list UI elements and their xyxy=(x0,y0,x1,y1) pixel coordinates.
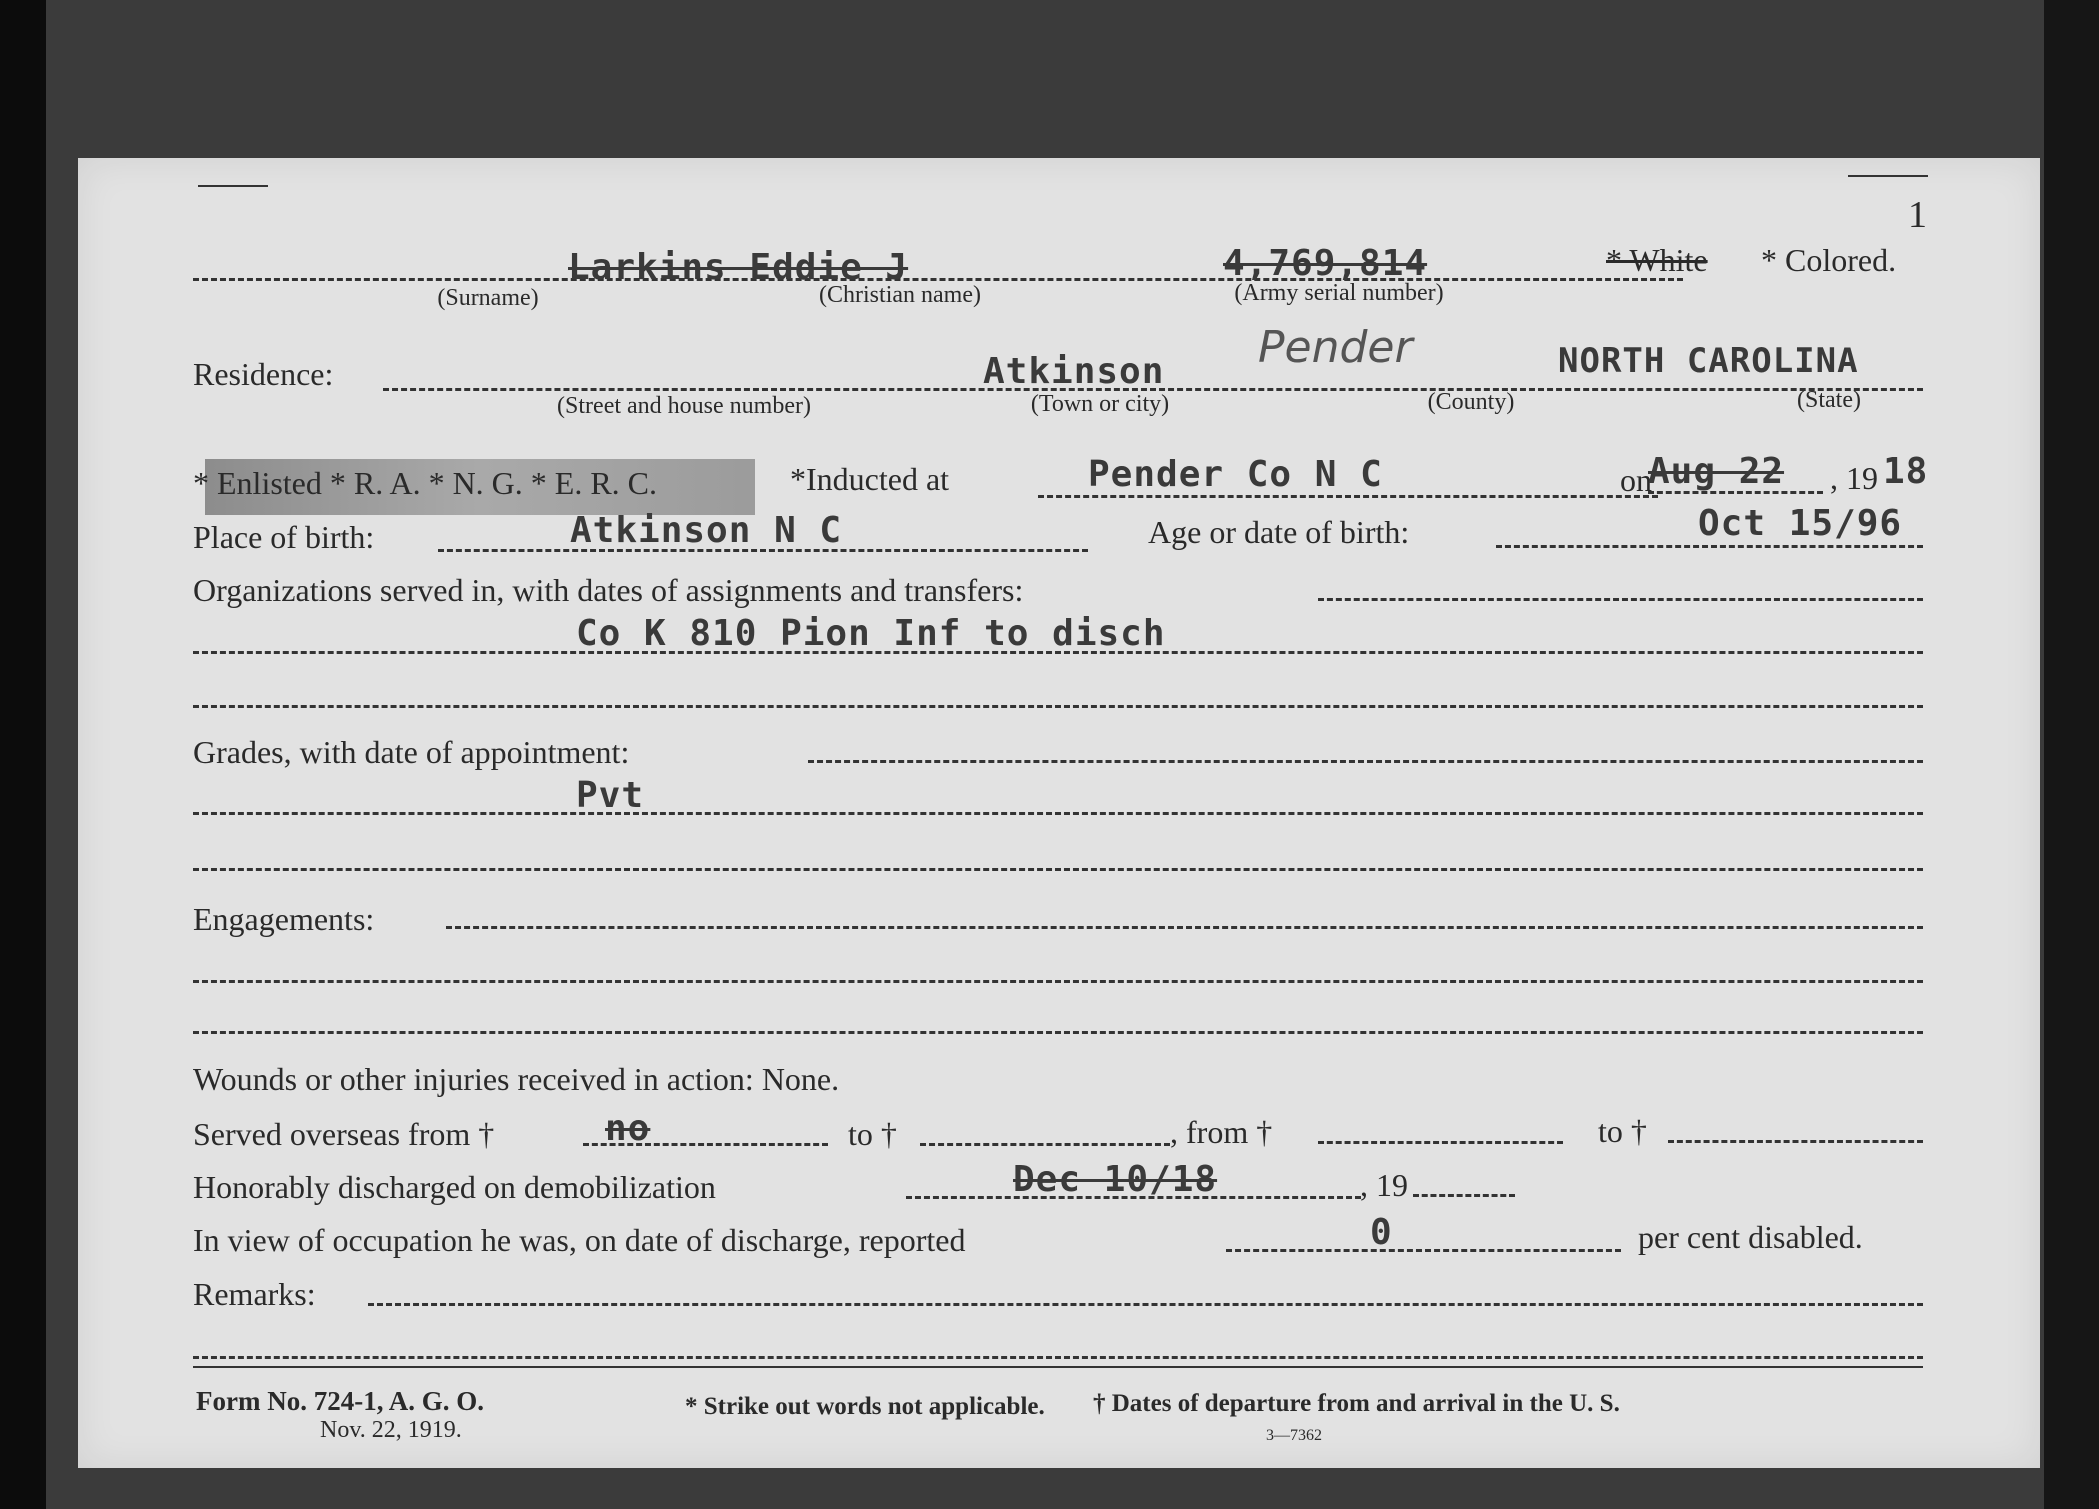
residence-town: Atkinson xyxy=(983,351,1165,392)
background-left-edge xyxy=(0,0,46,1509)
organizations-value: Co K 810 Pion Inf to disch xyxy=(576,613,1166,654)
overseas-to2-line xyxy=(1668,1140,1923,1143)
card-number: 1 xyxy=(1908,194,1927,236)
residence-state: NORTH CAROLINA xyxy=(1558,341,1859,381)
organizations-line-3 xyxy=(193,705,1923,708)
induction-date-line xyxy=(1648,491,1823,494)
birth-date-value: Oct 15/96 xyxy=(1698,503,1903,544)
place-of-birth-label: Place of birth: xyxy=(193,519,375,555)
grades-value: Pvt xyxy=(576,775,645,816)
overseas-from-label: Served overseas from † xyxy=(193,1116,495,1152)
strike-note: * Strike out words not applicable. xyxy=(685,1393,1045,1420)
form-date: Nov. 22, 1919. xyxy=(320,1417,462,1443)
induction-year-value: 18 xyxy=(1883,451,1929,492)
discharge-date-value: Dec 10/18 xyxy=(1013,1159,1218,1200)
organizations-label: Organizations served in, with dates of assignments and transfers: xyxy=(193,572,1024,608)
organizations-line-1 xyxy=(1318,598,1923,601)
disability-suffix: per cent disabled. xyxy=(1638,1219,1863,1255)
induction-date-value: Aug 22 xyxy=(1648,451,1785,492)
disability-label: In view of occupation he was, on date of discharge, reported xyxy=(193,1222,966,1258)
dagger-note: † Dates of departure from and arrival in the U. S. xyxy=(1093,1390,1620,1417)
overseas-from2-line xyxy=(1318,1141,1563,1144)
state-caption: (State) xyxy=(1797,387,1861,413)
christian-name-caption: (Christian name) xyxy=(819,282,981,308)
on-label: on xyxy=(1620,462,1652,498)
top-right-rule xyxy=(1848,175,1928,177)
overseas-from2-label: , from † xyxy=(1170,1114,1273,1150)
overseas-to-line xyxy=(920,1143,1170,1146)
overseas-from-value: no xyxy=(605,1108,651,1149)
inducted-label: *Inducted at xyxy=(790,461,950,497)
town-caption: (Town or city) xyxy=(1030,391,1170,417)
remarks-line-2 xyxy=(193,1356,1923,1359)
service-record-card xyxy=(78,158,2040,1468)
overseas-to2-label: to † xyxy=(1598,1113,1647,1149)
surname-caption: (Surname) xyxy=(437,285,539,311)
name-line xyxy=(193,278,1683,281)
serial-value: 4,769,814 xyxy=(1223,243,1428,284)
remarks-label: Remarks: xyxy=(193,1276,316,1312)
remarks-line-3 xyxy=(193,1366,1923,1368)
engagements-label: Engagements: xyxy=(193,901,375,937)
wounds-label: Wounds or other injuries received in action: None. xyxy=(193,1061,840,1097)
white-option: * White xyxy=(1606,242,1708,278)
discharge-label: Honorably discharged on demobilization xyxy=(193,1169,716,1205)
disability-value: 0 xyxy=(1370,1212,1393,1253)
overseas-to-label: to † xyxy=(848,1116,897,1152)
form-number: Form No. 724-1, A. G. O. xyxy=(196,1386,484,1416)
inducted-at-value: Pender Co N C xyxy=(1088,454,1383,495)
grades-label: Grades, with date of appointment: xyxy=(193,734,630,770)
street-caption: (Street and house number) xyxy=(557,393,811,419)
inducted-line xyxy=(1038,495,1658,498)
engagements-line-2 xyxy=(193,980,1923,983)
background-right-edge xyxy=(2044,0,2099,1509)
top-left-rule xyxy=(198,185,268,187)
name-value: Larkins Eddie J xyxy=(568,247,909,288)
grades-line-1 xyxy=(808,760,1923,763)
residence-label: Residence: xyxy=(193,356,334,392)
remarks-line-1 xyxy=(368,1303,1923,1306)
engagements-line-3 xyxy=(193,1031,1923,1034)
colored-option: * Colored. xyxy=(1761,242,1897,278)
print-code: 3—7362 xyxy=(1266,1427,1322,1444)
age-label: Age or date of birth: xyxy=(1148,514,1410,550)
discharge-year-prefix: , 19 xyxy=(1360,1167,1408,1203)
residence-county: Pender xyxy=(1258,322,1413,373)
enlisted-options: * Enlisted * R. A. * N. G. * E. R. C. xyxy=(193,465,658,501)
county-caption: (County) xyxy=(1427,389,1515,415)
serial-caption: (Army serial number) xyxy=(1234,280,1444,306)
disability-line xyxy=(1226,1249,1621,1252)
grades-line-2 xyxy=(193,812,1923,815)
discharge-year-line xyxy=(1413,1194,1515,1197)
grades-line-3 xyxy=(193,868,1923,871)
engagements-line-1 xyxy=(446,926,1923,929)
age-line xyxy=(1496,545,1923,548)
place-of-birth-value: Atkinson N C xyxy=(570,510,843,551)
year-prefix: , 19 xyxy=(1830,460,1878,496)
